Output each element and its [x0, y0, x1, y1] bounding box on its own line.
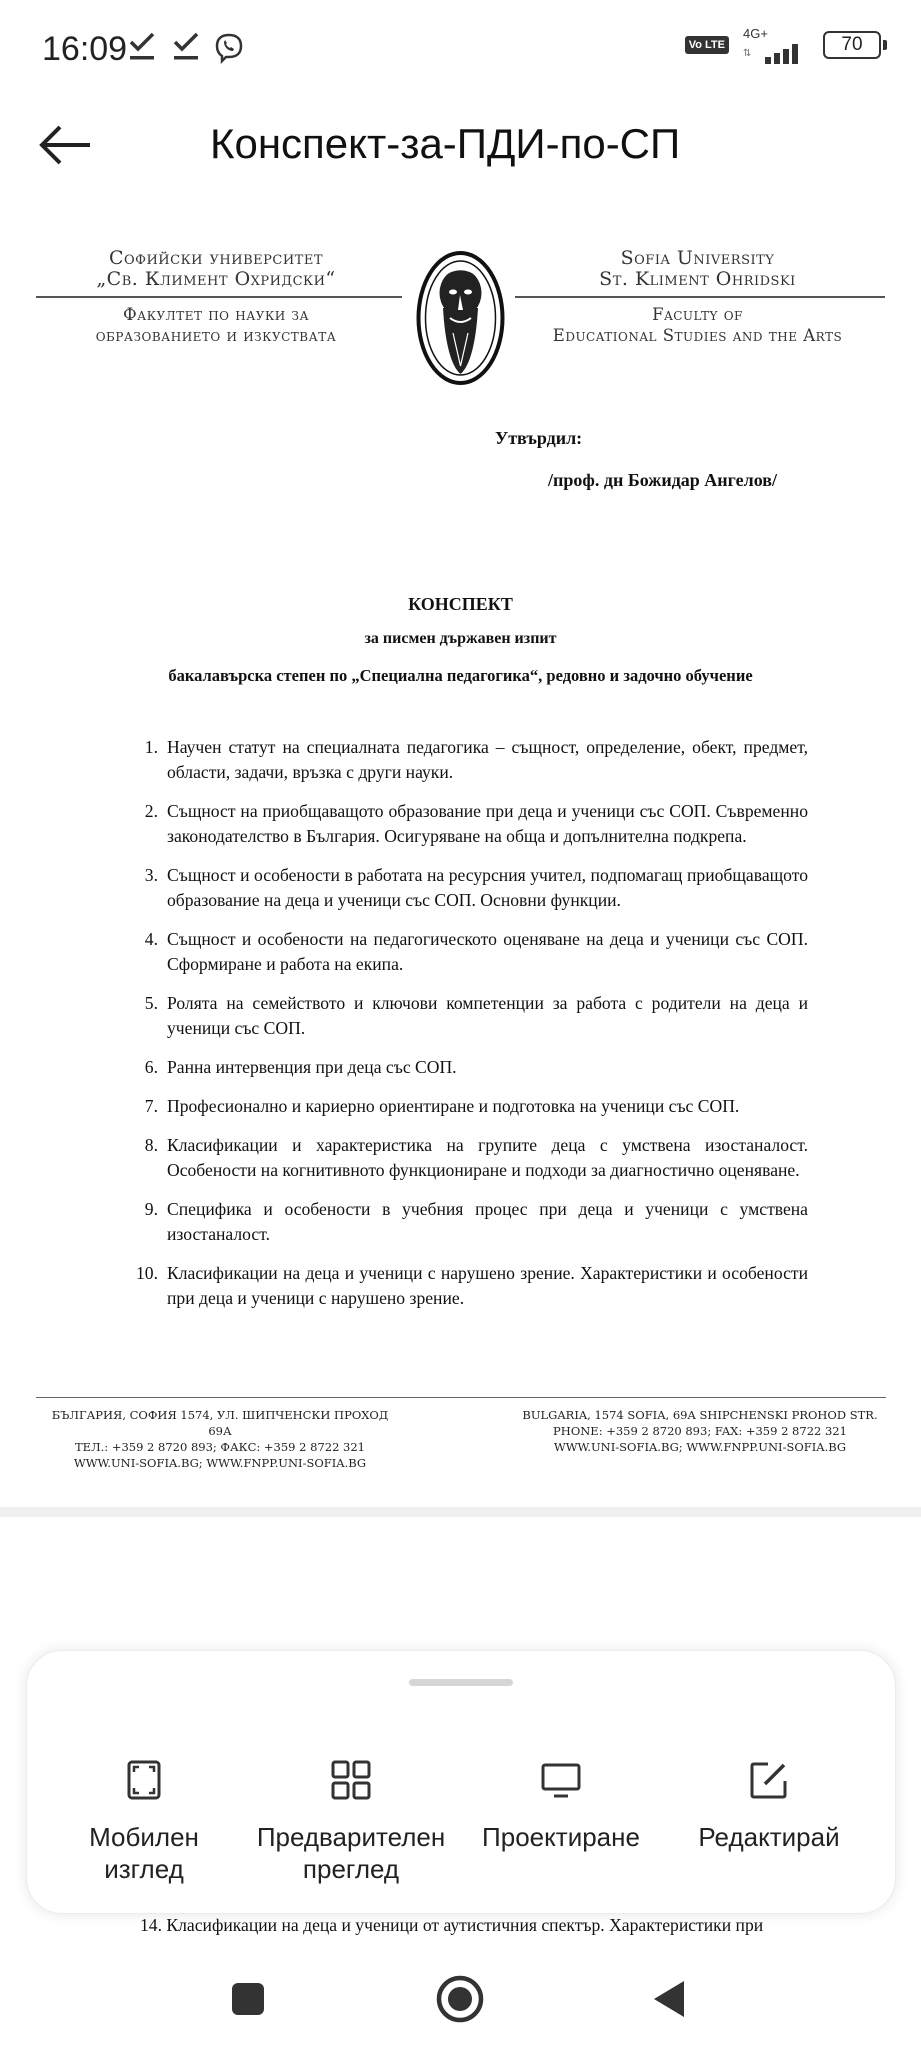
item-number: 6.	[144, 1057, 158, 1077]
university-name-en	[515, 248, 880, 290]
footer-en-line1: BULGARIA, 1574 SOFIA, 69A SHIPCHENSKI PROHOD STR.	[522, 1408, 878, 1422]
mobile-view-button[interactable]	[39, 1759, 249, 1885]
faculty-name-en	[515, 304, 880, 346]
document-heading: КОНСПЕКТ	[408, 594, 513, 614]
item-text: Специфика и особености в учебния процес при деца и ученици с умствена изостаналост.	[167, 1199, 808, 1244]
sheet-drag-handle[interactable]	[409, 1679, 513, 1686]
exam-topics-list	[136, 735, 808, 1325]
document-subheading-2: бакалавърска степен по „Специална педагогика“, редовно и задочно обучение	[168, 666, 753, 685]
item-number: 9.	[144, 1199, 158, 1219]
footer-address-en	[520, 1407, 880, 1455]
item-number: 2.	[144, 801, 158, 821]
signal-bars-icon	[743, 42, 809, 64]
action-label: Предварителен	[256, 1822, 446, 1852]
list-item	[136, 863, 808, 913]
svg-text:⇅: ⇅	[743, 48, 752, 59]
item-text: Научен статут на специалната педагогика – същност, определение, обект, предмет, области, задачи, връзка с други науки.	[167, 737, 808, 782]
back-triangle-icon[interactable]	[640, 1969, 700, 2029]
page-separator	[0, 1507, 921, 1517]
item-number: 3.	[144, 865, 158, 885]
next-page-peek-text: 14. Класификации на деца и ученици от аутистичния спектър. Характеристики при	[140, 1915, 764, 1935]
action-label-line2: преглед	[302, 1854, 400, 1884]
network-type: 4G+	[743, 26, 768, 41]
item-number: 7.	[144, 1096, 158, 1116]
item-text: Ранна интервенция при деца със СОП.	[167, 1057, 457, 1077]
battery-indicator: 70	[823, 31, 881, 59]
faculty-bg-line2: образованието и изкуствата	[95, 326, 337, 345]
grid-preview-icon	[330, 1759, 372, 1801]
item-text: Същност и особености в работата на ресурсния учител, подпомагащ приобщаващото образование на деца и ученици със СОП. Основни функции.	[167, 865, 808, 910]
status-time: 16:09	[42, 30, 128, 68]
list-item	[136, 735, 808, 785]
footer-rule	[36, 1397, 886, 1398]
university-name-bg	[36, 248, 396, 290]
item-number: 5.	[144, 993, 158, 1013]
list-item	[136, 1094, 808, 1119]
item-number: 10.	[136, 1263, 158, 1283]
footer-bg-line2: ТЕЛ.: +359 2 8720 893; ФАКС: +359 2 8722 321	[74, 1440, 366, 1454]
document-subheading: за писмен държавен изпит	[364, 630, 557, 647]
item-text: Класификации на деца и ученици с нарушено зрение. Характеристики и особености при деца и ученици с нарушено зрение.	[167, 1263, 808, 1308]
uni-en-line2: St. Kliment Ohridski	[599, 268, 796, 290]
list-item	[136, 799, 808, 849]
signal-indicator	[741, 28, 811, 62]
monitor-icon	[540, 1759, 582, 1801]
list-item	[136, 991, 808, 1041]
bottom-sheet	[26, 1650, 896, 1914]
approved-label: Утвърдил:	[495, 428, 583, 448]
action-label-line2: изглед	[104, 1854, 184, 1884]
list-item	[136, 927, 808, 977]
item-text: Класификации и характеристика на групите деца с умствена изостаналост. Особености на когнитивното функциониране и подходи за диагностично оценяване.	[167, 1135, 808, 1180]
footer-bg-line3: WWW.UNI-SOFIA.BG; WWW.FNPP.UNI-SOFIA.BG	[73, 1456, 367, 1470]
item-text: Ролята на семейството и ключови компетенции за работа с родители на деца и ученици със СОП.	[167, 993, 808, 1038]
app-bar	[0, 100, 921, 210]
faculty-en-line1: Faculty of	[652, 305, 743, 324]
uni-bg-line2: „Св. Климент Охридски“	[96, 268, 336, 290]
list-item	[136, 1055, 808, 1080]
list-item	[136, 1197, 808, 1247]
document-title: Конспект-за-ПДИ-по-СП	[210, 120, 681, 167]
item-number: 1.	[144, 737, 158, 757]
home-icon[interactable]	[430, 1969, 490, 2029]
preview-button[interactable]	[246, 1759, 456, 1885]
footer-en-line2: PHONE: +359 2 8720 893; FAX: +359 2 8722 321	[553, 1424, 847, 1438]
action-label: Редактирай	[698, 1822, 840, 1852]
action-label: Проектиране	[482, 1822, 640, 1852]
volte-badge: Vo LTE	[685, 36, 729, 54]
edit-button[interactable]	[664, 1759, 874, 1853]
footer-en-line3: WWW.UNI-SOFIA.BG; WWW.FNPP.UNI-SOFIA.BG	[553, 1440, 847, 1454]
edit-icon	[748, 1759, 790, 1801]
header-rule-left	[36, 296, 402, 298]
uni-bg-line1: Софийски университет	[108, 247, 324, 269]
mobile-view-icon	[123, 1759, 165, 1801]
university-seal-logo	[413, 248, 508, 388]
footer-address-bg	[40, 1407, 400, 1471]
item-number: 8.	[144, 1135, 158, 1155]
system-nav-bar	[0, 1945, 921, 2048]
status-bar	[0, 0, 921, 100]
download-done-icon-2	[172, 32, 200, 62]
item-text: Същност и особености на педагогическото оценяване на деца и ученици със СОП. Сформиране и работа на екипа.	[167, 929, 808, 974]
item-text: Същност на приобщаващото образование при деца и ученици със СОП. Съвременно законодателство в България. Осигуряване на обща и допълнителна подкрепа.	[167, 801, 808, 846]
back-arrow-icon[interactable]	[36, 120, 96, 170]
status-right-group	[685, 28, 881, 62]
list-item	[136, 1133, 808, 1183]
approver-name: /проф. дн Божидар Ангелов/	[548, 470, 777, 490]
download-done-icon	[128, 32, 156, 62]
footer-bg-line1: БЪЛГАРИЯ, СОФИЯ 1574, УЛ. ШИПЧЕНСКИ ПРОХОД 69А	[51, 1408, 389, 1438]
projection-button[interactable]	[456, 1759, 666, 1853]
item-number: 4.	[144, 929, 158, 949]
header-rule-right	[515, 296, 885, 298]
document-page[interactable]	[0, 230, 921, 1490]
item-text: Професионално и кариерно ориентиране и подготовка на ученици със СОП.	[167, 1096, 740, 1116]
faculty-bg-line1: Факултет по науки за	[122, 305, 310, 324]
viber-icon	[213, 32, 245, 64]
faculty-en-line2: Educational Studies and the Arts	[552, 326, 843, 345]
faculty-name-bg	[36, 304, 396, 346]
recents-icon[interactable]	[218, 1969, 278, 2029]
uni-en-line1: Sofia University	[620, 247, 775, 269]
list-item	[136, 1261, 808, 1311]
action-label: Мобилен	[89, 1822, 199, 1852]
